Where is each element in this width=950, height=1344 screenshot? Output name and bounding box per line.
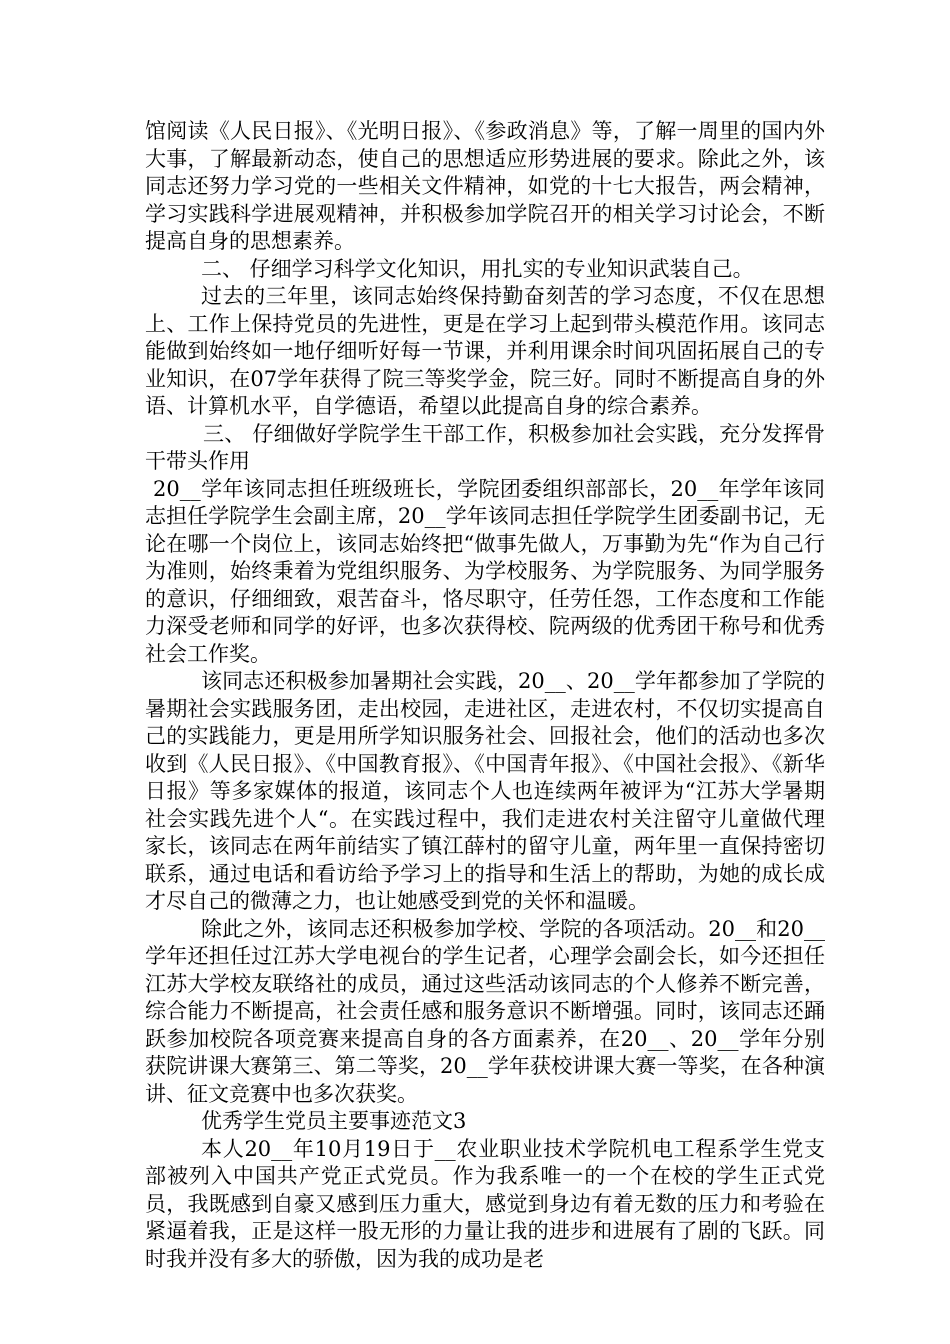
paragraph-9: 本人20__年10月19日于__农业职业技术学院机电工程系学生党支部被列入中国共产党正式党员。作为我系唯一的一个在校的学生正式党员，我既感到自豪又感到压力重大，感觉到身边有着无数的压力和考验在紧逼着我，正是这样一股无形的力量让我的进步和进展有了剧的飞跃。同时我并没有多大的骄傲，因为我的成功是老 xyxy=(145,1136,825,1271)
paragraph-3: 过去的三年里，该同志始终保持勤奋刻苦的学习态度，不仅在思想上、工作上保持党员的先进性，更是在学习上起到带头模范作用。该同志能做到始终如一地仔细听好每一节课，并利用课余时间巩固拓展自己的专业知识，在07学年获得了院三等奖学金，院三好。同时不断提高自身的外语、计算机水平，自学德语，希望以此提高自身的综合素养。 xyxy=(145,284,825,418)
paragraph-5: 20__学年该同志担任班级班长，学院团委组织部部长，20__年学年该同志担任学院学生会副主席，20__学年该同志担任学院学生团委副书记，无论在哪一个岗位上，该同志始终把“做事先做人，万事勤为先“作为自己行为准则，始终秉着为党组织服务、为学校服务、为学院服务、为同学服务的意识，仔细细致，艰苦奋斗，恪尽职守，任劳任怨，工作态度和工作能力深受老师和同学的好评，也多次获得校、院两级的优秀团干称号和优秀社会工作奖。 xyxy=(145,476,825,666)
paragraph-6: 该同志还积极参加暑期社会实践，20__、20__学年都参加了学院的暑期社会实践服务团，走出校园，走进社区，走进农村，不仅切实提高自己的实践能力，更是用所学知识服务社会、回报社会，他们的活动也多次收到《人民日报》、《中国教育报》、《中国青年报》、《中国社会报》、《新华日报》等多家媒体的报道，该同志个人也连续两年被评为“江苏大学暑期社会实践先进个人“。在实践过程中，我们走进农村关注留守儿童做代理家长，该同志在两年前结实了镇江薛村的留守儿童，两年里一直保持密切联系，通过电话和看访给予学习上的指导和生活上的帮助，为她的成长成才尽自己的微薄之力，也让她感受到党的关怀和温暖。 xyxy=(145,669,825,913)
section-heading-2: 二、 仔细学习科学文化知识，用扎实的专业知识武装自己。 xyxy=(201,256,754,281)
section-heading-3: 三、 仔细做好学院学生干部工作，积极参加社会实践，充分发挥骨干带头作用 xyxy=(145,421,825,473)
paragraph-1: 馆阅读《人民日报》、《光明日报》、《参政消息》等，了解一周里的国内外大事，了解最新动态，使自己的思想适应形势进展的要求。除此之外，该同志还努力学习党的一些相关文件精神，如党的十七大报告，两会精神，学习实践科学进展观精神，并积极参加学院召开的相关学习讨论会，不断提高自身的思想素养。 xyxy=(145,119,825,253)
document-body xyxy=(145,118,825,1273)
paragraph-7: 除此之外，该同志还积极参加学校、学院的各项活动。20__和20__学年还担任过江苏大学电视台的学生记者，心理学会副会长，如今还担任江苏大学校友联络社的成员，通过这些活动该同志的个人修养不断完善，综合能力不断提高，社会责任感和服务意识不断增强。同时，该同志还踊跃参加校院各项竞赛来提高自身的各方面素养，在20__、20__学年分别获院讲课大赛第三、第二等奖，20__学年获校讲课大赛一等奖，在各种演讲、征文竞赛中也多次获奖。 xyxy=(145,916,825,1106)
article-title-3: 优秀学生党员主要事迹范文3 xyxy=(201,1109,467,1133)
